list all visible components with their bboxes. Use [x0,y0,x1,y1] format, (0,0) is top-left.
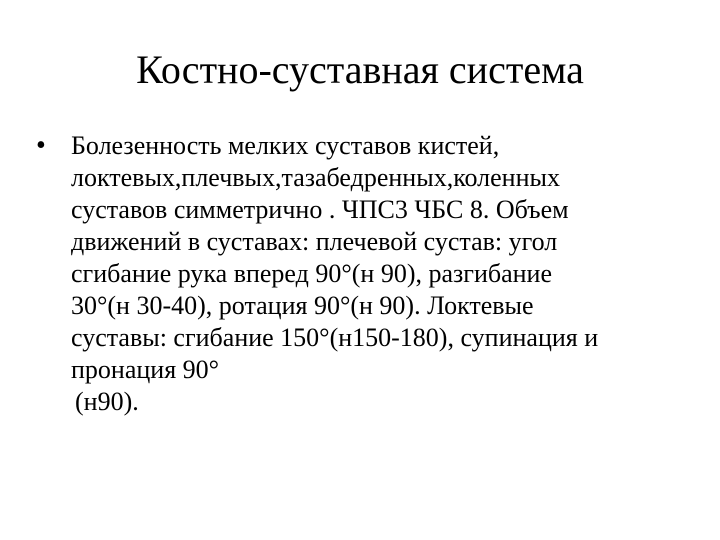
bullet-line: суставов симметрично . ЧПС3 ЧБС 8. Объем [71,195,569,224]
bullet-text [71,130,711,418]
bullet-line: сгибание рука вперед 90°(н 90), разгибание [71,259,552,288]
bullet-line: Болезенность мелких суставов кистей, [71,131,500,160]
bullet-marker: • [36,130,46,161]
bullet-line: пронация 90° [71,355,220,384]
bullet-line: движений в суставах: плечевой сустав: угол [71,227,558,256]
slide-title: Костно-суставная система [136,47,584,92]
bullet-line: (н90). [75,387,139,416]
bullet-line: 30°(н 30-40), ротация 90°(н 90). Локтевые [71,291,534,320]
bullet-line: локтевых,плечвых,тазабедренных,коленных [71,163,560,192]
bullet-line: суставы: сгибание 150°(н150-180), супинация и [71,323,599,352]
